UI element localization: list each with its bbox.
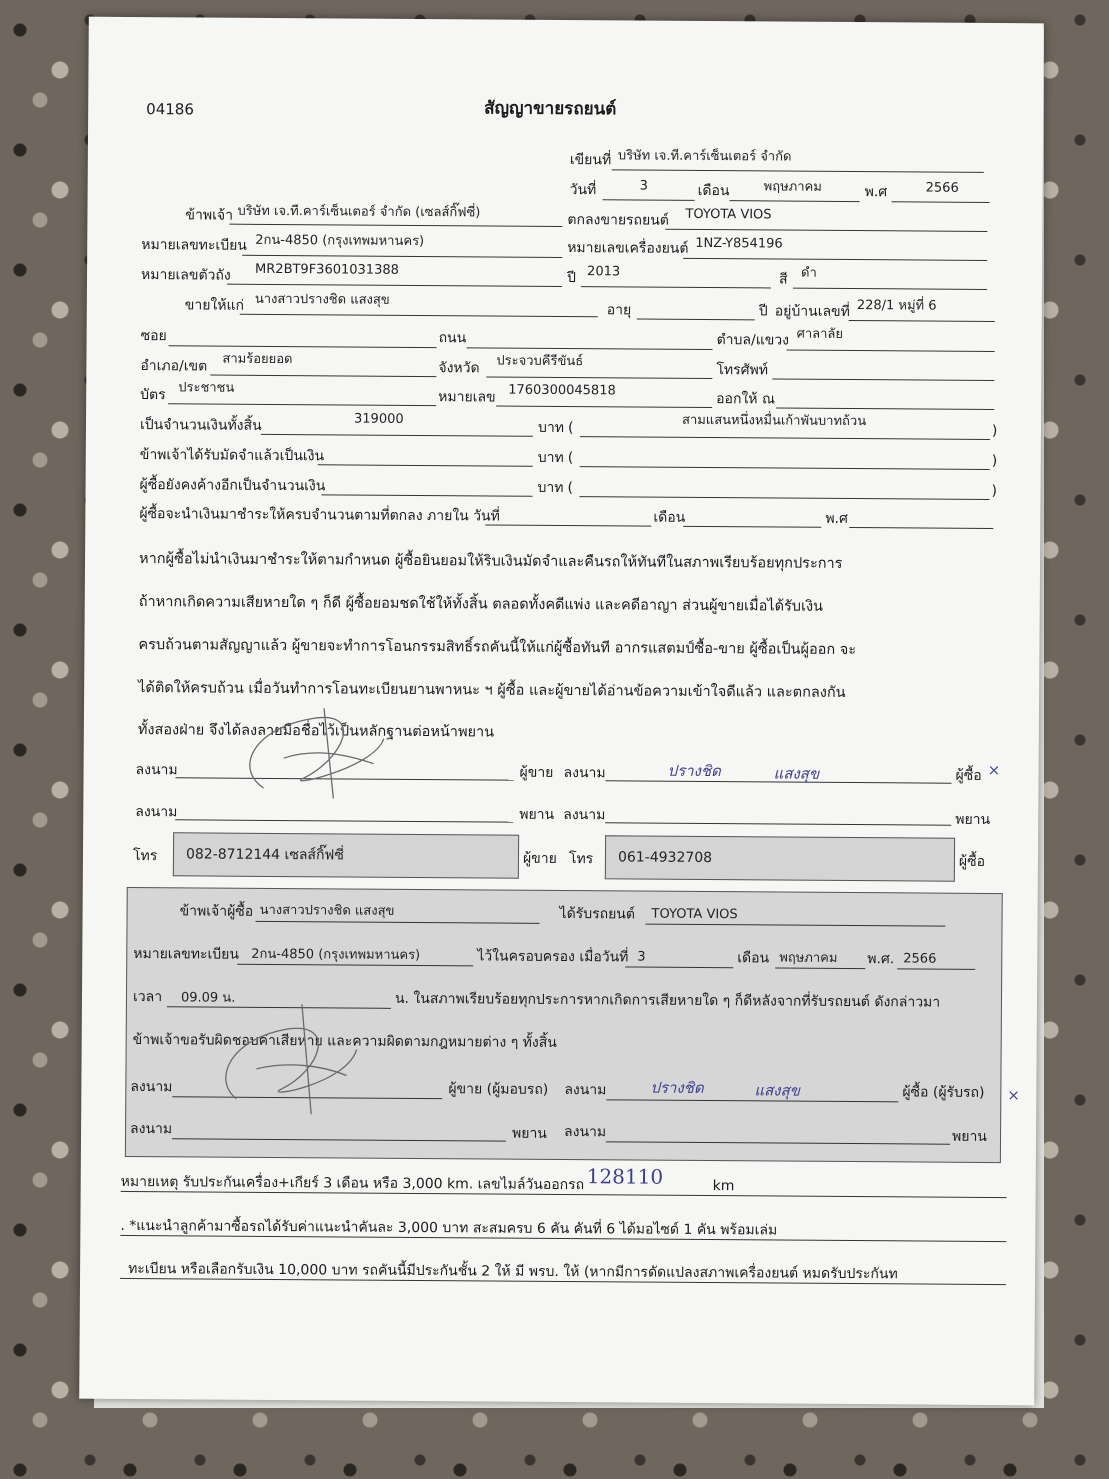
receipt-time: 09.09 น. [180,990,236,1006]
receipt-plate-label: หมายเลขทะเบียน [133,946,240,963]
phone-label: โทรศัพท์ [716,362,769,379]
sell-to-label: ขายให้แก่ [184,297,245,314]
chassis-value: MR2BT9F3601031388 [255,261,399,278]
district-value: สามร้อยยอด [222,351,293,368]
phone-row-label: โทร [132,848,158,865]
agree-sell-label: ตกลงขายรถยนต์ [567,212,669,229]
buyer-phone-role: ผู้ซื้อ [958,853,986,870]
seller-phone-box [173,832,519,878]
receipt-possess-label: ไว้ในครอบครอง เมื่อวันที่ [477,948,629,966]
issued-label: ออกให้ ณ [716,391,776,408]
card-value: ประชาชน [178,380,235,396]
receipt-month: พฤษภาคม [779,950,838,966]
road-label: ถนน [438,330,467,347]
receipt-buyer-name: นางสาวปรางชิด แสงสุข [259,902,395,919]
id-value: 1760300045818 [508,382,616,399]
terms-line-1: หากผู้ซื้อไม่นำเงินมาชำระให้ตามกำหนด ผู้ซื้อยินยอมให้ริบเงินมัดจำและคืนรถให้ทันทีในสภาพเรียบร้อยทุกประการ [138,551,843,572]
address-value: 228/1 หมู่ที่ 6 [856,298,937,314]
terms-line-5: ทั้งสองฝ่าย จึงได้ลงลายมือชื่อไว้เป็นหลักฐานต่อหน้าพยาน [137,722,495,741]
receipt-buyer-signature-first: ปรางชิด [650,1078,704,1098]
witness2-sign-label: ลงนาม [563,807,606,824]
seller-signature-scribble [223,698,394,809]
receipt-year-label: พ.ศ. [867,951,895,968]
province-label: จังหวัด [438,360,480,377]
year-value: 2566 [925,180,959,196]
soi-label: ซอย [140,328,167,345]
receipt-witness1-sign-label: ลงนาม [130,1120,173,1138]
receipt-date: 3 [637,949,646,965]
vehicle-year-label: ปี [566,270,576,287]
address-label: อยู่บ้านเลขที่ [774,303,850,321]
buyer-signature-last: แสงสุข [773,764,820,783]
written-at-label: เขียนที่ [569,152,612,169]
total-value: 319000 [353,411,404,427]
receipt-time-label: เวลา [132,989,163,1006]
receipt-seller-sign-label: ลงนาม [130,1078,173,1096]
seller-sign-label: ลงนาม [135,762,178,779]
terms-line-4: ได้ติดให้ครบถ้วน เมื่อวันทำการโอนทะเบียนยานพาหนะ ฯ ผู้ซื้อ และผู้ขายได้อ่านข้อความเข้าใจดีแล้ว และตกลงกัน [138,680,846,701]
receipt-buyer-sign-label: ลงนาม [564,1082,607,1099]
deposit-label: ข้าพเจ้าได้รับมัดจำแล้วเป็นเงิน [139,447,325,465]
owing-label: ผู้ซื้อยังคงค้างอีกเป็นจำนวนเงิน [139,477,326,495]
receipt-car: TOYOTA VIOS [651,906,738,923]
witness2-role: พยาน [955,811,991,828]
note-km: km [712,1178,735,1195]
buyer-phone-box [605,835,955,881]
buyer-sign-role: ผู้ซื้อ [955,767,982,784]
receipt-year: 2566 [903,951,937,967]
contract-sheet: 04186 สัญญาขายรถยนต์ เขียนที่ บริษัท เจ.ที.คาร์เซ็นเตอร์ จำกัด วันที่ 3 เดือน พฤษภาคม พ.ศ 2566 ข้าพเจ้า บริษัท เจ.ที.คาร์เซ็นเตอร์ จำกัด (เซลส์กิ๊ฟซี่) ตกลงขายรถยนต์ TOYOTA VIOS หมายเลขทะเบียน 2กน-4850 (กรุงเทพมหานคร) หมายเลขเครื่องยนต์ 1NZ-Y854196 หมายเลขตัวถัง MR2BT9F3601031388 ปี 2013 สี ดำ ขายให้แก่ นางสาวปรางชิด แสงสุข อายุ ปี อยู่บ้านเลขที่ 228/1 หมู่ที่ 6 ซอย ถนน ตำบล/แขวง ศาลาลัย อำเภอ/เขต สามร้อยยอด จังหวัด ประจวบคีรีขันธ์ โทรศัพท์ บัตร ประชาชน หมายเลข 1760300045818 ออกให้ ณ เป็นจำนวนเงินทั้งสิ้น 319000 บาท ( สามแสนหนึ่งหมื่นเก้าพันบาทถ้วน ) ข้าพเจ้าได้รับมัดจำแล้วเป็นเงิน บาท ( ) ผู้ซื้อยังคงค้างอีกเป็นจำนวนเงิน บาท ( ) ผู้ซื้อจะนำเงินมาชำระให้ครบจำนวนตามที่ตกลง ภายใน วันที่ เดือน พ.ศ หากผู้ซื้อไม่นำเงินมาชำระให้ตามกำหนด ผู้ซื้อยินยอมให้ริบเงินมัดจำและคืนรถให้ทันทีในสภาพเรียบร้อยทุกประการ ถ้าหากเกิดความเสียหายใด ๆ ก็ดี ผู้ซื้อยอมชดใช้ให้ทั้งสิ้น ตลอดทั้งคดีแพ่ง และคดีอาญา ส่วนผู้ขายเมื่อได้รับเงิน ครบถ้วนตามสัญญาแล้ว ผู้ขายจะทำการโอนกรรมสิทธิ์รถคันนี้ให้แก่ผู้ซื้อทันที อากรแสตมป์ซื้อ-ขาย ผู้ซื้อเป็นผู้ออก จะ ได้ติดให้ครบถ้วน เมื่อวันทำการโอนทะเบียนยานพาหนะ ฯ ผู้ซื้อ และผู้ขายได้อ่านข้อความเข้าใจดีแล้ว และตกลงกัน ทั้งสองฝ่าย จึงได้ลงลายมือชื่อไว้เป็นหลักฐานต่อหน้าพยาน ลงนาม ผู้ขาย ลงนาม ปรางชิด แสงสุข ผู้ซื้อ × ลงนาม พยาน ลงนาม พยาน โทร 082-8712144 เซลส์กิ๊ฟซี่ ผู้ขาย โทร 061-4932708 ผู้ซื้อ ข้าพเจ้าผู้ซื้อ นางสาวปรางชิด แสงสุข ได้รับรถยนต์ TOYOTA VIOS หมายเลขทะเบียน 2กน-4850 (กรุงเทพมหานคร) ไว้ในครอบครอง เมื่อวันที่ 3 เดือน พฤษภาคม พ.ศ. 2566 เวลา 09.09 น. น. ในสภาพเรียบร้อยทุกประการหากเกิดการเสียหายใด ๆ ก็ดีหลังจากที่รับรถยนต์ ดังกล่าวมา ข้าพเจ้าขอรับผิดชอบค่าเสียหาย และความผิดตามกฎหมายต่าง ๆ ทั้งสิ้น ลงนาม ผู้ขาย (ผู้มอบรถ) ลงนาม ปรางชิด แสงสุข ผู้ซื้อ (ผู้รับรถ) ลงนาม พยาน ลงนาม พยาน × หมายเหตุ รับประกันเครื่อง+เกียร์ 3 เดือน หรือ 3,000 km. เลขไมล์วันออกรถ 128110 km . *แนะนำลูกค้ามาซื้อรถได้รับค่าแนะนำคันละ 3,000 บาท สะสมครบ 6 คัน คันที่ 6 ได้มอไซด์ 1 คัน พร้อมเล่ม ทะเบียน หรือเลือกรับเงิน 10,000 บาท รถคันนี้มีประกันชั้น 2 ให้ มี พรบ. ให้ (หากมีการดัดแปลงสภาพเครื่องยนต์ หมดรับประกันท [79,17,1044,1406]
buyer-phone: 061-4932708 [617,849,713,867]
due-month-label: เดือน [653,509,686,526]
id-label: หมายเลข [438,389,496,406]
subdistrict-value: ศาลาลัย [796,326,844,342]
receipt-section [125,887,1003,1163]
receipt-witness2-sign-label: ลงนาม [564,1124,607,1141]
deposit-baht-label: บาท [537,449,564,467]
plate-label: หมายเลขทะเบียน [141,237,247,254]
total-words: สามแสนหนึ่งหมื่นเก้าพันบาทถ้วน [681,412,867,430]
engine-value: 1NZ-Y854196 [695,235,783,252]
age-unit: ปี [758,303,768,320]
vehicle-year-value: 2013 [587,264,621,280]
buyer-phone-label: โทร [568,851,594,868]
buyer-sign-label: ลงนาม [563,765,606,782]
note-mileage: 128110 [586,1164,664,1189]
due-year-label: พ.ศ [825,510,848,527]
engine-label: หมายเลขเครื่องยนต์ [567,240,689,257]
district-label: อำเภอ/เขต [140,358,208,375]
card-label: บัตร [140,387,166,404]
receipt-plate: 2กน-4850 (กรุงเทพมหานคร) [251,946,421,964]
document-number: 04186 [146,100,194,119]
terms-line-3: ครบถ้วนตามสัญญาแล้ว ผู้ขายจะทำการโอนกรรมสิทธิ์รถคันนี้ให้แก่ผู้ซื้อทันที อากรแสตมป์ซื้อ-ขาย ผู้ซื้อเป็นผู้ออก จะ [138,637,857,659]
seller-phone: 082-8712144 เซลส์กิ๊ฟซี่ [185,846,344,864]
color-value: ดำ [801,265,817,281]
buyer-mark: × [987,760,1001,780]
total-label: เป็นจำนวนเงินทั้งสิ้น [139,417,262,434]
buyer-signature-first: ปรางชิด [667,761,721,781]
receipt-buyer-label: ข้าพเจ้าผู้ซื้อ [179,903,254,920]
owing-baht-label: บาท [537,479,564,497]
due-label: ผู้ซื้อจะนำเงินมาชำระให้ครบจำนวนตามที่ตกลง ภายใน วันที่ [139,506,500,525]
receipt-received-label: ได้รับรถยนต์ [559,905,636,923]
seller-value: บริษัท เจ.ที.คาร์เซ็นเตอร์ จำกัด (เซลส์กิ๊ฟซี่) [237,203,481,221]
color-label: สี [778,271,788,288]
plate-value: 2กน-4850 (กรุงเทพมหานคร) [255,232,425,250]
age-label: อายุ [606,302,632,319]
seller-phone-role: ผู้ขาย [522,850,557,867]
terms-line-2: ถ้าหากเกิดความเสียหายใด ๆ ก็ดี ผู้ซื้อยอมชดใช้ให้ทั้งสิ้น ตลอดทั้งคดีแพ่ง และคดีอาญา ส่วนผู้ขายเมื่อได้รับเงิน [138,594,824,615]
seller-label: ข้าพเจ้า [185,207,234,224]
year-label: พ.ศ [864,184,888,201]
receipt-month-label: เดือน [737,950,770,967]
receipt-buyer-signature-last: แสงสุข [754,1081,800,1100]
date-label: วันที่ [569,182,597,199]
document-title: สัญญาขายรถยนต์ [484,98,617,120]
note-line-2: . *แนะนำลูกค้ามาซื้อรถได้รับค่าแนะนำคันละ 3,000 บาท สะสมครบ 6 คัน คันที่ 6 ได้มอไซด์ 1 คัน พร้อมเล่ม [120,1217,778,1239]
written-at-value: บริษัท เจ.ที.คาร์เซ็นเตอร์ จำกัด [617,148,792,165]
receipt-responsibility-text: ข้าพเจ้าขอรับผิดชอบค่าเสียหาย และความผิดตามกฎหมายต่าง ๆ ทั้งสิ้น [132,1032,557,1051]
buyer-name: นางสาวปรางชิด แสงสุข [254,291,390,308]
receipt-buyer-mark: × [1007,1086,1020,1105]
receipt-buyer-role: ผู้ซื้อ (ผู้รับรถ) [902,1084,985,1101]
receipt-witness1-role: พยาน [511,1125,547,1142]
seller-sign-role: ผู้ขาย [519,764,554,781]
witness1-sign-label: ลงนาม [135,804,178,821]
total-baht-label: บาท [537,419,565,437]
seller-car: TOYOTA VIOS [685,206,772,223]
subdistrict-label: ตำบล/แขวง [716,332,790,349]
note-line-1: หมายเหตุ รับประกันเครื่อง+เกียร์ 3 เดือน หรือ 3,000 km. เลขไมล์วันออกรถ [120,1173,585,1194]
month-label: เดือน [697,182,730,200]
receipt-witness2-role: พยาน [951,1128,987,1145]
month-value: พฤษภาคม [763,179,822,195]
receipt-condition-text: น. ในสภาพเรียบร้อยทุกประการหากเกิดการเสียหายใด ๆ ก็ดีหลังจากที่รับรถยนต์ ดังกล่าวมา [394,990,941,1011]
receipt-seller-role: ผู้ขาย (ผู้มอบรถ) [448,1081,549,1098]
chassis-label: หมายเลขตัวถัง [140,267,231,284]
note-line-3: ทะเบียน หรือเลือกรับเงิน 10,000 บาท รถคันนี้มีประกันชั้น 2 ให้ มี พรบ. ให้ (หากมีการดัดแปลงสภาพเครื่องยนต์ หมดรับประกันท [128,1260,898,1283]
receipt-seller-signature-scribble [206,999,367,1120]
witness1-role: พยาน [519,806,555,823]
date-value: 3 [639,178,649,194]
province-value: ประจวบคีรีขันธ์ [496,353,584,370]
